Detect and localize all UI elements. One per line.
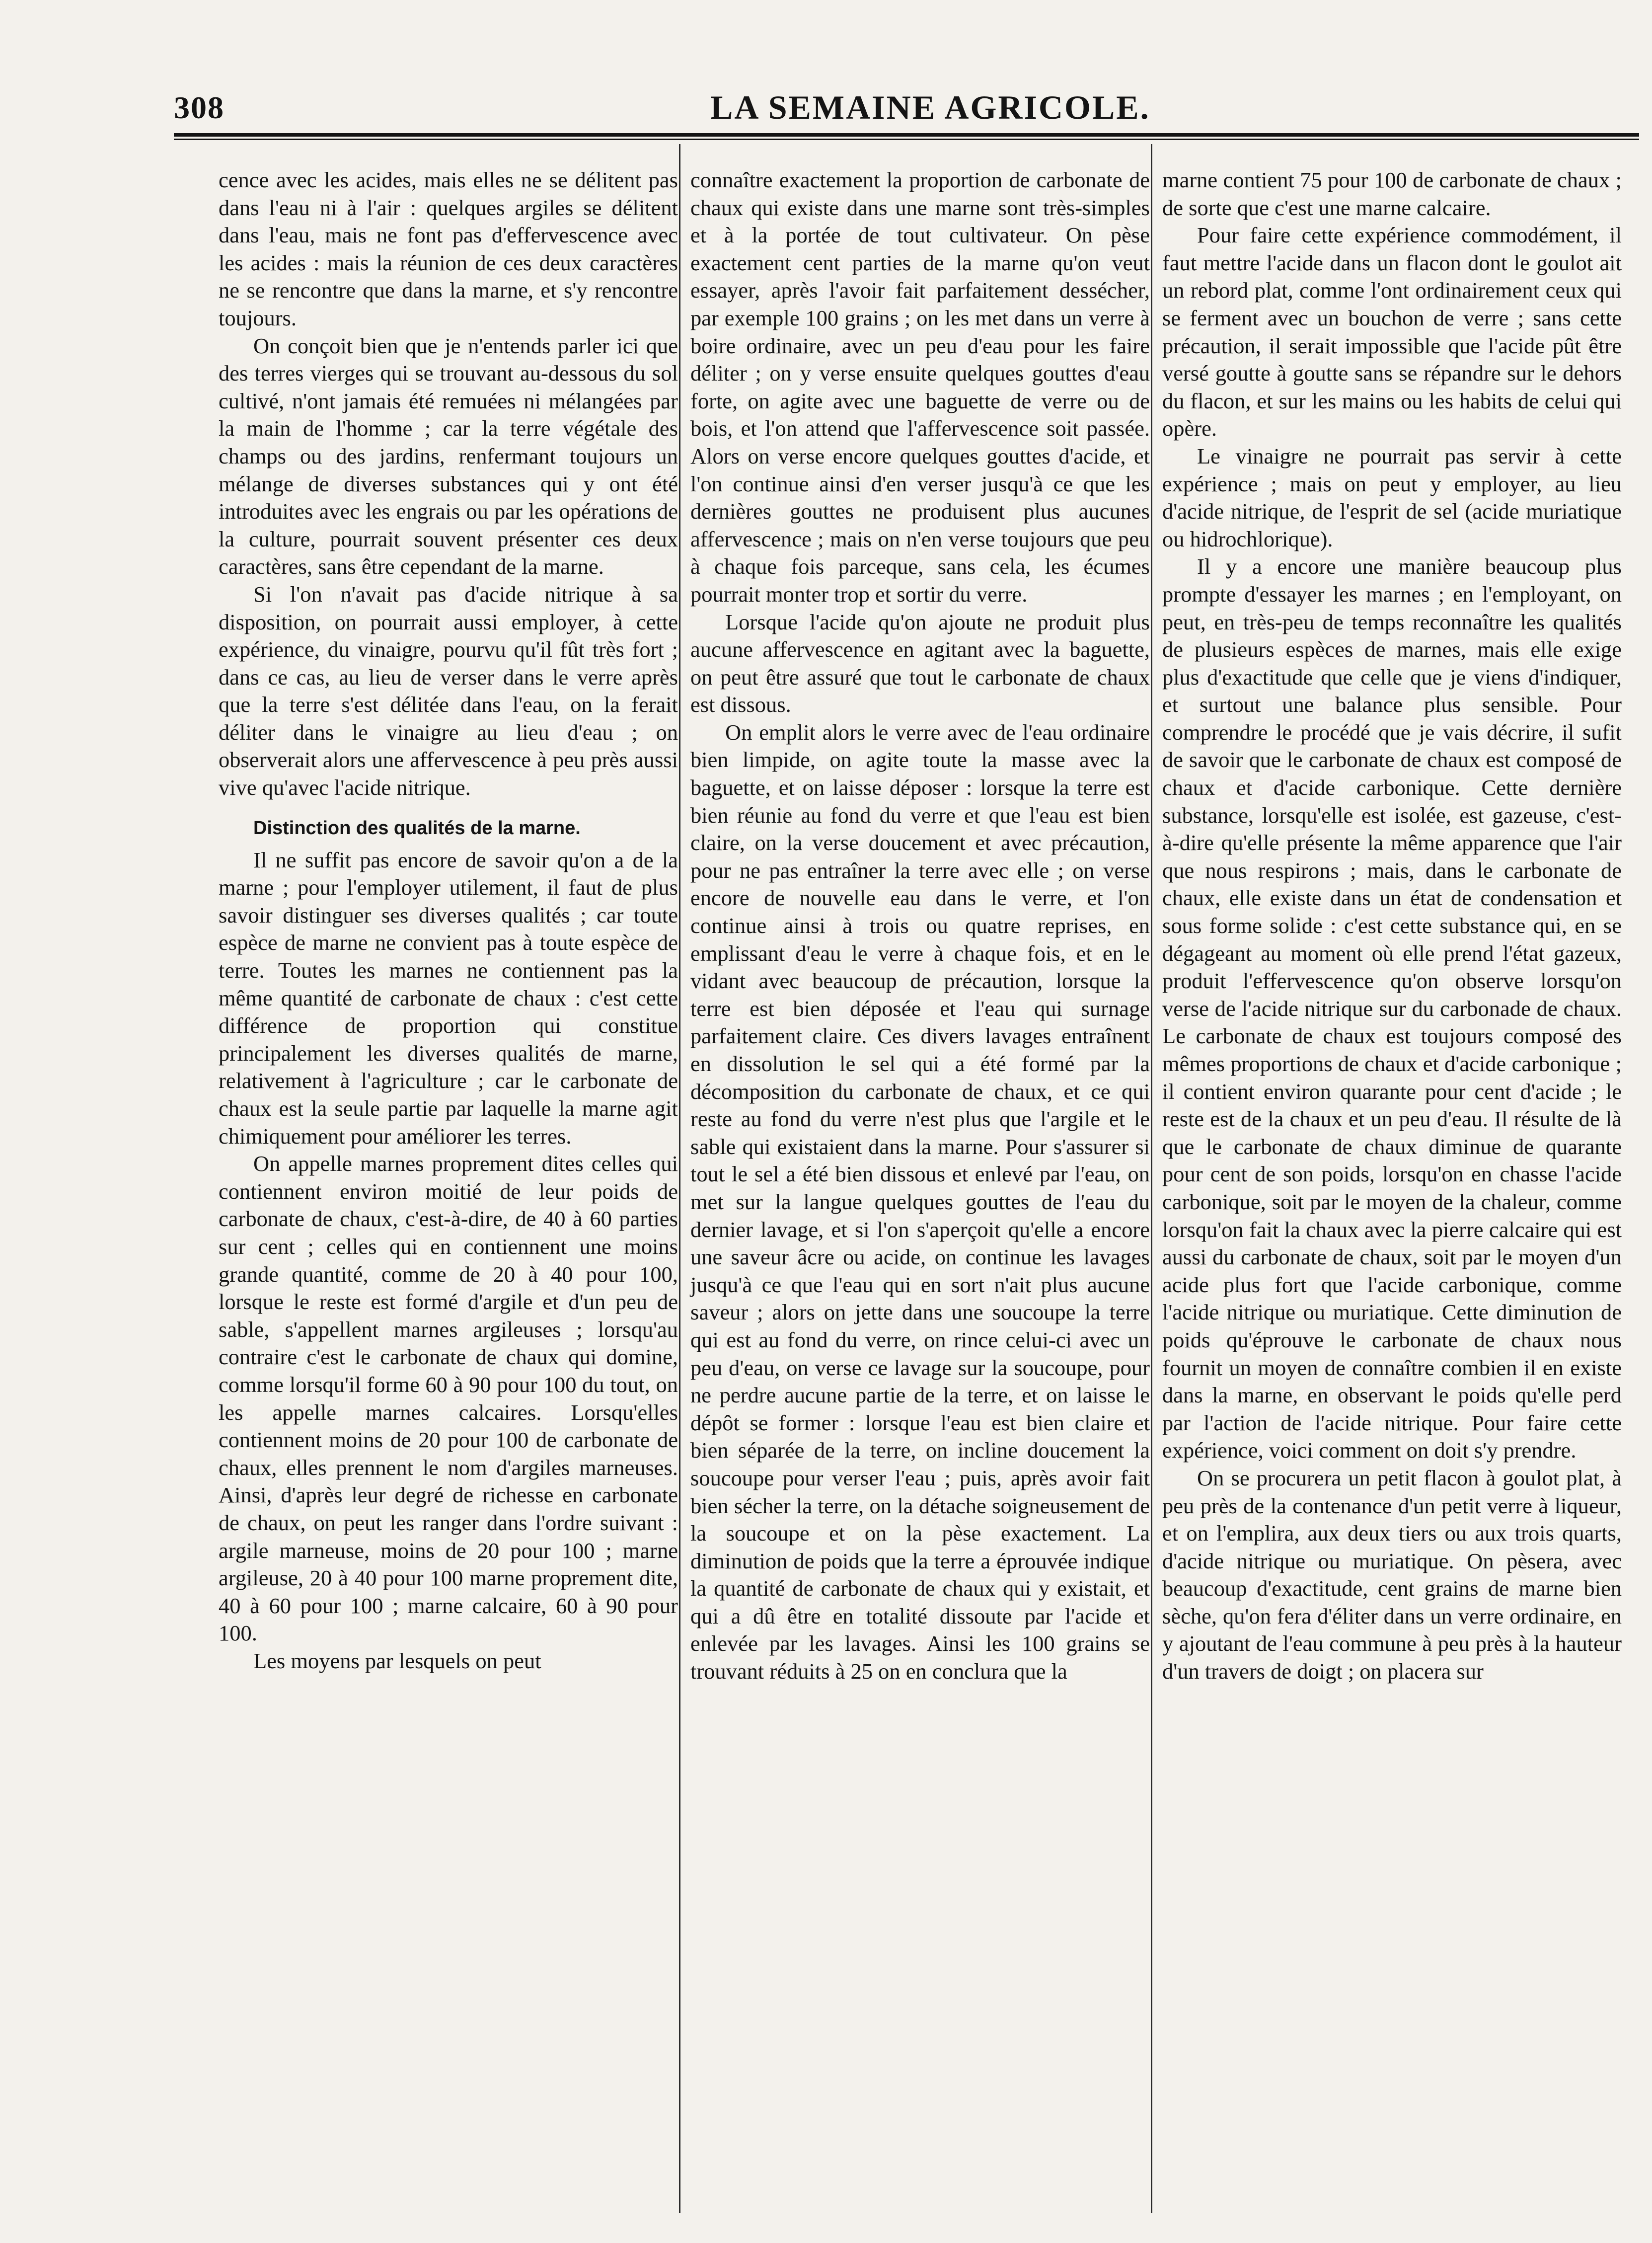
column-divider xyxy=(679,144,680,2213)
paragraph: On se procurera un petit flacon à goulot plat, à peu près de la contenance d'un petit verre à liqueur, et on l'emplira, aux deux tiers ou aux trois quarts, d'acide nitrique ou muriatique. On pèsera, avec beaucoup d'exactitude, cent grains de marne bien sèche, qu'on fera d'éliter dans un verre ordinaire, en y ajoutant de l'eau commune à peu près à la hauteur d'un travers de doigt ; on placera sur xyxy=(1162,1465,1622,1684)
page-header xyxy=(174,85,1639,133)
paragraph: connaître exactement la proportion de carbonate de chaux qui existe dans une marne sont très-simples et à la portée de tout cultivateur. On pèse exactement cent parties de la marne qu'on veut essayer, après l'avoir fait parfaitement dessécher, par exemple 100 grains ; on les met dans un verre à boire ordinaire, avec un peu d'eau pour les faire déliter ; on y verse ensuite quelques gouttes d'eau forte, on agite avec une baguette de verre ou de bois, et l'on attend que l'affervescence soit passée. Alors on verse encore quelques gouttes d'acide, et l'on continue ainsi d'en verser jusqu'à ce que les dernières gouttes ne produisent plus aucunes affervescence ; mais on n'en verse toujours que peu à chaque fois parceque, sans cela, les écumes pourrait monter trop et sortir du verre. xyxy=(690,167,1150,607)
paragraph: Pour faire cette expérience commodément, il faut mettre l'acide dans un flacon dont le goulot ait un rebord plat, comme l'ont ordinairement ceux qui se ferment avec un bouchon de verre ; sans cette précaution, il serait impossible que l'acide pût être versé goutte à goutte sans se répandre sur le dehors du flacon, et sur les mains ou les habits de celui qui opère. xyxy=(1162,223,1622,441)
paragraph: Il ne suffit pas encore de savoir qu'on a de la marne ; pour l'employer utilement, il faut de plus savoir distinguer ses diverses qualités ; car toute espèce de marne ne convient pas à toute espèce de terre. Toutes les marnes ne contiennent pas la même quantité de carbonate de chaux : c'est cette différence de proportion qui constitue principalement les diverses qualités de marne, relativement à l'agriculture ; car le carbonate de chaux est la seule partie par laquelle la marne agit chimiquement pour améliorer les terres. xyxy=(219,847,678,1149)
page-number: 308 xyxy=(174,90,225,125)
paragraph: marne contient 75 pour 100 de carbonate de chaux ; de sorte que c'est une marne calcaire. xyxy=(1162,167,1622,220)
header-rule xyxy=(174,133,1639,140)
paragraph: Il y a encore une manière beaucoup plus prompte d'essayer les marnes ; en l'employant, on peut, en très-peu de temps reconnaître les qualités de plusieurs espèces de marnes, mais elle exige plus d'exactitude que celle que je viens d'indiquer, et surtout une balance plus sensible. Pour comprendre le procédé que je vais décrire, il sufit de savoir que le carbonate de chaux est composé de chaux et d'acide carbonique. Cette dernière substance, lorsqu'elle est isolée, est gazeuse, c'est-à-dire qu'elle présente la même apparence que l'air que nous respirons ; mais, dans le carbonate de chaux, elle existe dans un état de condensation et sous forme solide : c'est cette substance qui, en se dégageant au moment où elle prend l'état gazeux, produit l'effervescence qu'on observe lorsqu'on verse de l'acide nitrique sur du carbonade de chaux. Le carbonate de chaux est toujours composé des mêmes proportions de chaux et d'acide carbonique ; il contient environ quarante pour cent d'acide ; le reste est de la chaux et un peu d'eau. Il résulte de là que le carbonate de chaux diminue de quarante pour cent de son poids, lorsqu'on en chasse l'acide carbonique, soit par le moyen de la chaleur, comme lorsqu'on fait la chaux avec la pierre calcaire qui est aussi du carbonate de chaux, soit par le moyen d'un acide plus fort que l'acide carbonique, comme l'acide nitrique ou muriatique. Cette diminution de poids qu'éprouve le carbonate de chaux nous fournit un moyen de connaître combien il en existe dans la marne, en observant le poids qu'elle perd par l'action de l'acide nitrique. Pour faire cette expérience, voici comment on doit s'y prendre. xyxy=(1162,554,1622,1463)
paragraph: Les moyens par lesquels on peut xyxy=(253,1648,541,1673)
paragraph: On emplit alors le verre avec de l'eau ordinaire bien limpide, on agite toute la masse avec la baguette, et on laisse déposer : lorsque la terre est bien réunie au fond du verre et que l'eau est bien claire, on la verse doucement et avec précaution, pour ne pas entraîner la terre avec elle ; on verse encore de nouvelle eau dans le verre, et l'on continue ainsi à trois ou quatre reprises, en emplissant d'eau le verre à chaque fois, et en le vidant avec beaucoup de précaution, lorsque la terre est bien déposée et l'eau qui surnage parfaitement claire. Ces divers lavages entraînent en dissolution le sel qui a été formé par la décomposition du carbonate de chaux, et ce qui reste au fond du verre n'est plus que l'argile et le sable qui existaient dans la marne. Pour s'assurer si tout le sel a été bien dissous et enlevé par l'eau, on met sur la langue quelques gouttes de l'eau du dernier lavage, et si l'on s'aperçoit qu'elle a encore une saveur âcre ou acide, on continue les lavages jusqu'à ce que l'eau qui en sort n'ait plus aucune saveur ; alors on jette dans une soucoupe la terre qui est au fond du verre, on rince celui-ci avec un peu d'eau, on verse ce lavage sur la soucoupe, pour ne perdre aucune partie de la terre, et on laisse le dépôt se former : lorsque l'eau est bien claire et bien séparée de la terre, on incline doucement la soucoupe pour verser l'eau ; puis, après avoir fait bien sécher la terre, on la détache soigneusement de la soucoupe et on la pèse exactement. La diminution de poids que la terre a éprouvée indique la quantité de carbonate de chaux qui y existait, et qui a dû être en totalité dissoute par l'acide et enlevée par les lavages. Ainsi les 100 grains se trouvant réduits à 25 on en conclura que la xyxy=(690,719,1150,1684)
paragraph: Le vinaigre ne pourrait pas servir à cette expérience ; mais on peut y employer, au lieu d'acide nitrique, de l'esprit de sel (acide muriatique ou hidrochlorique). xyxy=(1162,443,1622,551)
column-divider xyxy=(1151,144,1152,2213)
text-column-1 xyxy=(219,166,678,1675)
paragraph: On appelle marnes proprement dites celles qui contiennent environ moitié de leur poids de carbonate de chaux, c'est-à-dire, de 40 à 60 parties sur cent ; celles qui en contiennent une moins grande quantité, comme de 20 à 40 pour 100, lorsque le reste est formé d'argile et d'un peu de sable, s'appellent marnes argileuses ; lorsqu'au contraire c'est le carbonate de chaux qui domine, comme lorsqu'il forme 60 à 90 pour 100 du tout, on les appelle marnes calcaires. Lorsqu'elles contiennent moins de 20 pour 100 de carbonate de chaux, elles prennent le nom d'argiles marneuses. Ainsi, d'après leur degré de richesse en carbonate de chaux, on peut les ranger dans l'ordre suivant : argile marneuse, moins de 20 pour 100 ; marne argileuse, 20 à 40 pour 100 marne proprement dite, 40 à 60 pour 100 ; marne calcaire, 60 à 90 pour 100. xyxy=(219,1151,678,1646)
paragraph: On conçoit bien que je n'entends parler ici que des terres vierges qui se trouvant au-dessous du sol cultivé, n'ont jamais été remuées ni mélangées par la main de l'homme ; car la terre végétale des champs ou des jardins, renfermant toujours un mélange de diverses substances qui y ont été introduites avec les engrais ou par les opérations de la culture, pourrait souvent présenter ces deux caractères, sans être cependant de la marne. xyxy=(219,333,678,579)
text-column-2 xyxy=(690,166,1150,1686)
paragraph: cence avec les acides, mais elles ne se délitent pas dans l'eau ni à l'air : quelques argiles se délitent dans l'eau, mais ne font pas d'effervescence avec les acides : mais la réunion de ces deux caractères ne se rencontre que dans la marne, et s'y rencontre toujours. xyxy=(219,167,678,330)
text-column-3 xyxy=(1162,166,1622,1686)
paragraph: Lorsque l'acide qu'on ajoute ne produit plus aucune affervescence en agitant avec la baguette, on peut être assuré que tout le carbonate de chaux est dissous. xyxy=(690,609,1150,717)
section-heading: Distinction des qualités de la marne. xyxy=(253,817,581,839)
running-title: LA SEMAINE AGRICOLE. xyxy=(710,88,1150,126)
paragraph: Si l'on n'avait pas d'acide nitrique à sa disposition, on pourrait aussi employer, à cette expérience, du vinaigre, pourvu qu'il fût très fort ; dans ce cas, au lieu de verser dans le verre après que la terre s'est délitée dans l'eau, on la ferait déliter dans le vinaigre au lieu d'eau ; on observerait alors une affervescence à peu près aussi vive qu'avec l'acide nitrique. xyxy=(219,581,678,800)
